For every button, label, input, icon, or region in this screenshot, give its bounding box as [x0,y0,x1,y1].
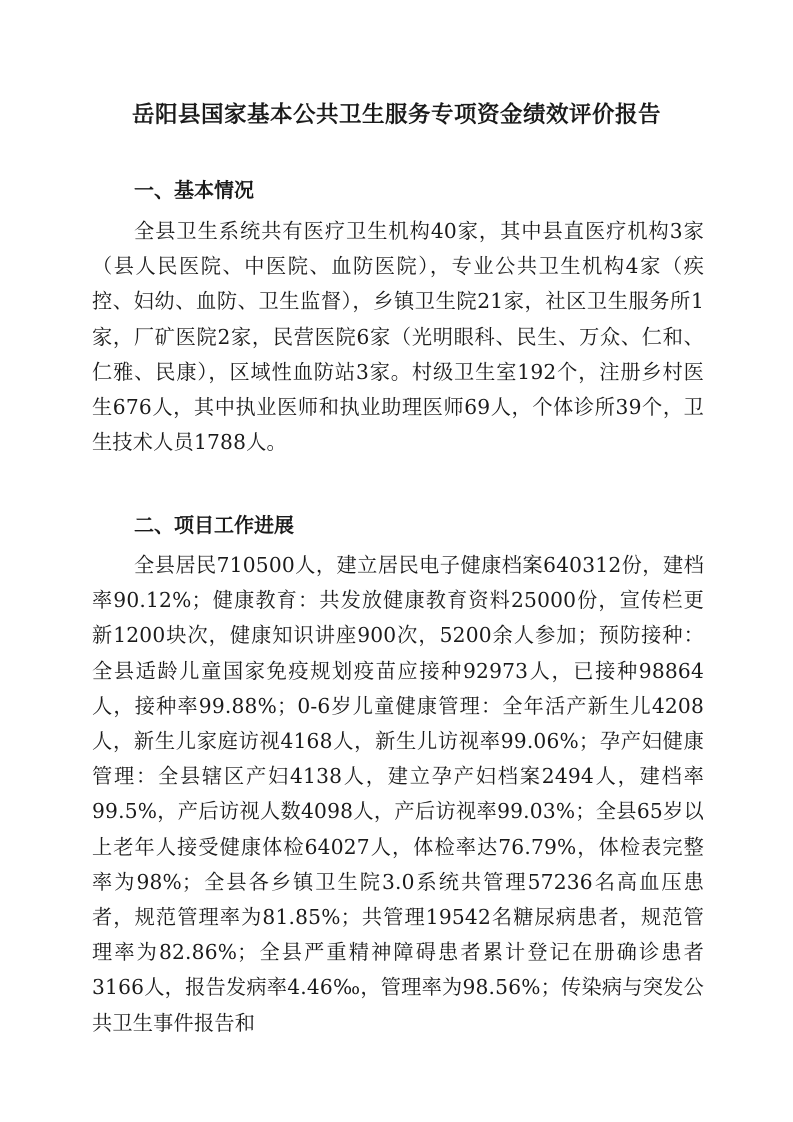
paragraph-project-progress: 全县居民710500人，建立居民电子健康档案640312份，建档率90.12%；健康教育：共发放健康教育资料25000份，宣传栏更新1200块次，健康知识讲座900次，5200余人参加；预防接种：全县适龄儿童国家免疫规划疫苗应接种92973人，已接种98864人，接种率99.88%；0-6岁儿童健康管理：全年活产新生儿4208人，新生儿家庭访视4168人，新生儿访视率99.06%；孕产妇健康管理：全县辖区产妇4138人，建立孕产妇档案2494人，建档率99.5%，产后访视人数4098人，产后访视率99.03%；全县65岁以上老年人接受健康体检64027人，体检率达76.79%，体检表完整率为98%；全县各乡镇卫生院3.0系统共管理57236名高血压患者，规范管理率为81.85%；共管理19542名糖尿病患者，规范管理率为82.86%；全县严重精神障碍患者累计登记在册确诊患者3166人，报告发病率4.46‰，管理率为98.56%；传染病与突发公共卫生事件报告和 [92,553,704,1035]
document-title: 岳阳县国家基本公共卫生服务专项资金绩效评价报告 [131,102,661,128]
paragraph-basic-situation: 全县卫生系统共有医疗卫生机构40家，其中县直医疗机构3家（县人民医院、中医院、血防医院），专业公共卫生机构4家（疾控、妇幼、血防、卫生监督），乡镇卫生院21家，社区卫生服务所1家，厂矿医院2家，民营医院6家（光明眼科、民生、万众、仁和、仁雅、民康），区域性血防站3家。村级卫生室192个，注册乡村医生676人，其中执业医师和执业助理医师69人，个体诊所39个，卫生技术人员1788人。 [92,219,704,455]
section-heading-basic-situation: 一、基本情况 [134,178,254,202]
section-heading-project-progress: 二、项目工作进展 [134,513,294,537]
